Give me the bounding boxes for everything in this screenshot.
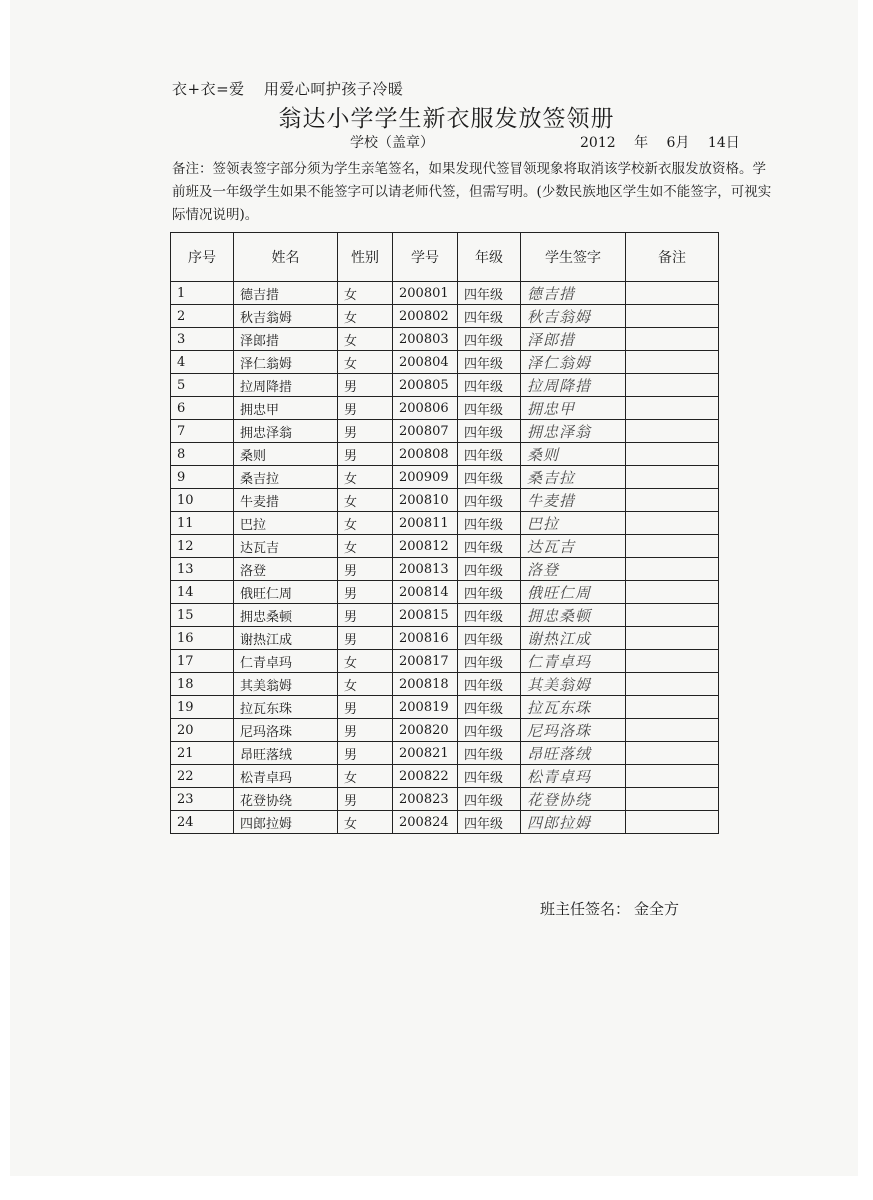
remarks-cell <box>626 788 719 811</box>
student-signature: 德吉措 <box>521 282 626 305</box>
remarks-cell <box>626 535 719 558</box>
student-grade: 四年级 <box>458 650 521 673</box>
student-id: 200808 <box>393 443 458 466</box>
row-number: 3 <box>171 328 234 351</box>
table-row <box>171 673 719 696</box>
student-gender: 女 <box>338 282 393 305</box>
table-row <box>171 604 719 627</box>
student-signature: 洛登 <box>521 558 626 581</box>
table-row <box>171 742 719 765</box>
student-name: 拥忠泽翁 <box>234 420 338 443</box>
student-gender: 男 <box>338 581 393 604</box>
student-id: 200821 <box>393 742 458 765</box>
student-gender: 男 <box>338 558 393 581</box>
student-id: 200824 <box>393 811 458 834</box>
row-number: 13 <box>171 558 234 581</box>
student-signature: 牛麦措 <box>521 489 626 512</box>
student-signature: 昂旺落绒 <box>521 742 626 765</box>
table-row <box>171 305 719 328</box>
date-line <box>580 132 752 152</box>
student-signature: 四郎拉姆 <box>521 811 626 834</box>
header-student-id: 学号 <box>393 233 458 282</box>
remarks-cell <box>626 397 719 420</box>
table-row <box>171 581 719 604</box>
student-grade: 四年级 <box>458 397 521 420</box>
student-name: 仁青卓玛 <box>234 650 338 673</box>
student-signature: 谢热江成 <box>521 627 626 650</box>
student-signature: 其美翁姆 <box>521 673 626 696</box>
student-grade: 四年级 <box>458 351 521 374</box>
remarks-cell <box>626 351 719 374</box>
student-signature: 泽仁翁姆 <box>521 351 626 374</box>
row-number: 19 <box>171 696 234 719</box>
student-grade: 四年级 <box>458 581 521 604</box>
student-gender: 女 <box>338 673 393 696</box>
student-signature: 花登协绕 <box>521 788 626 811</box>
remarks-cell <box>626 719 719 742</box>
student-grade: 四年级 <box>458 742 521 765</box>
remarks-cell <box>626 811 719 834</box>
student-id: 200806 <box>393 397 458 420</box>
student-name: 桑吉拉 <box>234 466 338 489</box>
student-id: 200801 <box>393 282 458 305</box>
student-name: 泽郎措 <box>234 328 338 351</box>
student-gender: 男 <box>338 604 393 627</box>
student-signature: 桑则 <box>521 443 626 466</box>
student-gender: 女 <box>338 811 393 834</box>
header-gender: 性别 <box>338 233 393 282</box>
row-number: 24 <box>171 811 234 834</box>
student-grade: 四年级 <box>458 466 521 489</box>
student-name: 其美翁姆 <box>234 673 338 696</box>
student-name: 洛登 <box>234 558 338 581</box>
student-gender: 女 <box>338 489 393 512</box>
date-year-char: 年 <box>634 135 649 151</box>
student-name: 谢热江成 <box>234 627 338 650</box>
student-name: 牛麦措 <box>234 489 338 512</box>
student-signature: 俄旺仁周 <box>521 581 626 604</box>
student-grade: 四年级 <box>458 673 521 696</box>
remarks-cell <box>626 305 719 328</box>
remarks-cell <box>626 604 719 627</box>
row-number: 12 <box>171 535 234 558</box>
student-name: 秋吉翁姆 <box>234 305 338 328</box>
header-remarks: 备注 <box>626 233 719 282</box>
student-id: 200803 <box>393 328 458 351</box>
student-name: 德吉措 <box>234 282 338 305</box>
row-number: 7 <box>171 420 234 443</box>
school-seal-label: 学校（盖章） <box>350 135 434 151</box>
student-gender: 女 <box>338 305 393 328</box>
student-gender: 男 <box>338 374 393 397</box>
remarks-cell <box>626 696 719 719</box>
row-number: 23 <box>171 788 234 811</box>
remarks-cell <box>626 581 719 604</box>
remarks-cell <box>626 650 719 673</box>
header-grade: 年级 <box>458 233 521 282</box>
slogan-left: 衣+衣=爱 <box>172 80 245 98</box>
student-signature: 巴拉 <box>521 512 626 535</box>
student-gender: 男 <box>338 397 393 420</box>
page-title: 翁达小学学生新衣服发放签领册 <box>278 106 615 132</box>
date-year: 2012 <box>580 135 616 151</box>
remarks-cell <box>626 489 719 512</box>
remarks-cell <box>626 512 719 535</box>
row-number: 8 <box>171 443 234 466</box>
date-month: 6月 <box>666 135 690 151</box>
row-number: 11 <box>171 512 234 535</box>
scan-margin <box>10 1176 858 1200</box>
student-gender: 女 <box>338 351 393 374</box>
remarks-cell <box>626 282 719 305</box>
student-signature: 桑吉拉 <box>521 466 626 489</box>
student-id: 200814 <box>393 581 458 604</box>
student-id: 200819 <box>393 696 458 719</box>
table-row <box>171 420 719 443</box>
student-signature: 达瓦吉 <box>521 535 626 558</box>
student-name: 昂旺落绒 <box>234 742 338 765</box>
row-number: 22 <box>171 765 234 788</box>
student-signature: 秋吉翁姆 <box>521 305 626 328</box>
student-id: 200810 <box>393 489 458 512</box>
row-number: 5 <box>171 374 234 397</box>
student-gender: 女 <box>338 535 393 558</box>
student-id: 200802 <box>393 305 458 328</box>
student-id: 200804 <box>393 351 458 374</box>
student-grade: 四年级 <box>458 282 521 305</box>
row-number: 17 <box>171 650 234 673</box>
table-row <box>171 397 719 420</box>
row-number: 4 <box>171 351 234 374</box>
student-name: 尼玛洛珠 <box>234 719 338 742</box>
student-grade: 四年级 <box>458 489 521 512</box>
row-number: 21 <box>171 742 234 765</box>
table-row <box>171 374 719 397</box>
note-paragraph: 备注：签领表签字部分须为学生亲笔签名，如果发现代签冒领现象将取消该学校新衣服发放资格。学前班及一年级学生如果不能签字可以请老师代签，但需写明。(少数民族地区学生如不能签字，可视实际情况说明)。 <box>172 161 772 223</box>
student-signature: 尼玛洛珠 <box>521 719 626 742</box>
table-row <box>171 811 719 834</box>
student-name: 拉瓦东珠 <box>234 696 338 719</box>
student-name: 拉周降措 <box>234 374 338 397</box>
student-grade: 四年级 <box>458 374 521 397</box>
student-gender: 男 <box>338 443 393 466</box>
student-gender: 女 <box>338 512 393 535</box>
student-gender: 男 <box>338 420 393 443</box>
student-id: 200823 <box>393 788 458 811</box>
row-number: 16 <box>171 627 234 650</box>
table-row <box>171 328 719 351</box>
student-signature: 拥忠桑顿 <box>521 604 626 627</box>
student-gender: 男 <box>338 742 393 765</box>
table-row <box>171 282 719 305</box>
table-row <box>171 443 719 466</box>
table-row <box>171 466 719 489</box>
student-grade: 四年级 <box>458 788 521 811</box>
remarks-cell <box>626 328 719 351</box>
slogan <box>172 78 417 99</box>
student-id: 200818 <box>393 673 458 696</box>
student-name: 泽仁翁姆 <box>234 351 338 374</box>
student-grade: 四年级 <box>458 604 521 627</box>
table-row <box>171 765 719 788</box>
student-grade: 四年级 <box>458 765 521 788</box>
teacher-name: 金全方 <box>634 900 680 918</box>
student-grade: 四年级 <box>458 558 521 581</box>
header-no: 序号 <box>171 233 234 282</box>
remarks-cell <box>626 765 719 788</box>
student-id: 200820 <box>393 719 458 742</box>
table-row <box>171 512 719 535</box>
remarks-cell <box>626 673 719 696</box>
student-signature: 仁青卓玛 <box>521 650 626 673</box>
row-number: 14 <box>171 581 234 604</box>
student-gender: 男 <box>338 788 393 811</box>
student-grade: 四年级 <box>458 811 521 834</box>
student-grade: 四年级 <box>458 512 521 535</box>
remarks-cell <box>626 558 719 581</box>
student-gender: 女 <box>338 466 393 489</box>
student-signature: 松青卓玛 <box>521 765 626 788</box>
header-name: 姓名 <box>234 233 338 282</box>
student-name: 拥忠桑顿 <box>234 604 338 627</box>
student-id: 200807 <box>393 420 458 443</box>
row-number: 1 <box>171 282 234 305</box>
student-signature: 拥忠泽翁 <box>521 420 626 443</box>
row-number: 10 <box>171 489 234 512</box>
student-grade: 四年级 <box>458 443 521 466</box>
student-name: 花登协绕 <box>234 788 338 811</box>
student-name: 俄旺仁周 <box>234 581 338 604</box>
student-name: 巴拉 <box>234 512 338 535</box>
student-id: 200815 <box>393 604 458 627</box>
row-number: 6 <box>171 397 234 420</box>
slogan-right: 用爱心呵护孩子冷暖 <box>263 80 404 98</box>
table-row <box>171 535 719 558</box>
student-signature: 拉瓦东珠 <box>521 696 626 719</box>
table-header-row <box>171 233 719 282</box>
student-grade: 四年级 <box>458 696 521 719</box>
teacher-label: 班主任签名： <box>540 900 631 918</box>
table-row <box>171 351 719 374</box>
table-row <box>171 719 719 742</box>
student-id: 200822 <box>393 765 458 788</box>
remarks-cell <box>626 420 719 443</box>
student-grade: 四年级 <box>458 328 521 351</box>
student-signature: 泽郎措 <box>521 328 626 351</box>
table-row <box>171 558 719 581</box>
student-name: 四郎拉姆 <box>234 811 338 834</box>
row-number: 2 <box>171 305 234 328</box>
roster-table <box>170 232 719 834</box>
student-id: 200811 <box>393 512 458 535</box>
student-signature: 拉周降措 <box>521 374 626 397</box>
row-number: 9 <box>171 466 234 489</box>
table-row <box>171 627 719 650</box>
remarks-cell <box>626 466 719 489</box>
table-row <box>171 489 719 512</box>
roster-body <box>171 282 719 834</box>
student-grade: 四年级 <box>458 719 521 742</box>
student-name: 拥忠甲 <box>234 397 338 420</box>
row-number: 15 <box>171 604 234 627</box>
teacher-signature <box>540 898 683 919</box>
student-name: 松青卓玛 <box>234 765 338 788</box>
table-row <box>171 650 719 673</box>
header-signature: 学生签字 <box>521 233 626 282</box>
student-name: 桑则 <box>234 443 338 466</box>
remarks-cell <box>626 742 719 765</box>
student-id: 200816 <box>393 627 458 650</box>
student-gender: 男 <box>338 627 393 650</box>
row-number: 18 <box>171 673 234 696</box>
table-row <box>171 788 719 811</box>
student-grade: 四年级 <box>458 535 521 558</box>
row-number: 20 <box>171 719 234 742</box>
student-grade: 四年级 <box>458 420 521 443</box>
student-gender: 女 <box>338 765 393 788</box>
remarks-cell <box>626 374 719 397</box>
student-gender: 男 <box>338 719 393 742</box>
student-grade: 四年级 <box>458 627 521 650</box>
student-name: 达瓦吉 <box>234 535 338 558</box>
student-gender: 女 <box>338 328 393 351</box>
table-row <box>171 696 719 719</box>
student-id: 200909 <box>393 466 458 489</box>
student-id: 200805 <box>393 374 458 397</box>
student-grade: 四年级 <box>458 305 521 328</box>
student-signature: 拥忠甲 <box>521 397 626 420</box>
student-gender: 女 <box>338 650 393 673</box>
student-id: 200813 <box>393 558 458 581</box>
date-day: 14日 <box>707 135 740 151</box>
student-gender: 男 <box>338 696 393 719</box>
student-id: 200812 <box>393 535 458 558</box>
remarks-cell <box>626 627 719 650</box>
student-id: 200817 <box>393 650 458 673</box>
remarks-cell <box>626 443 719 466</box>
